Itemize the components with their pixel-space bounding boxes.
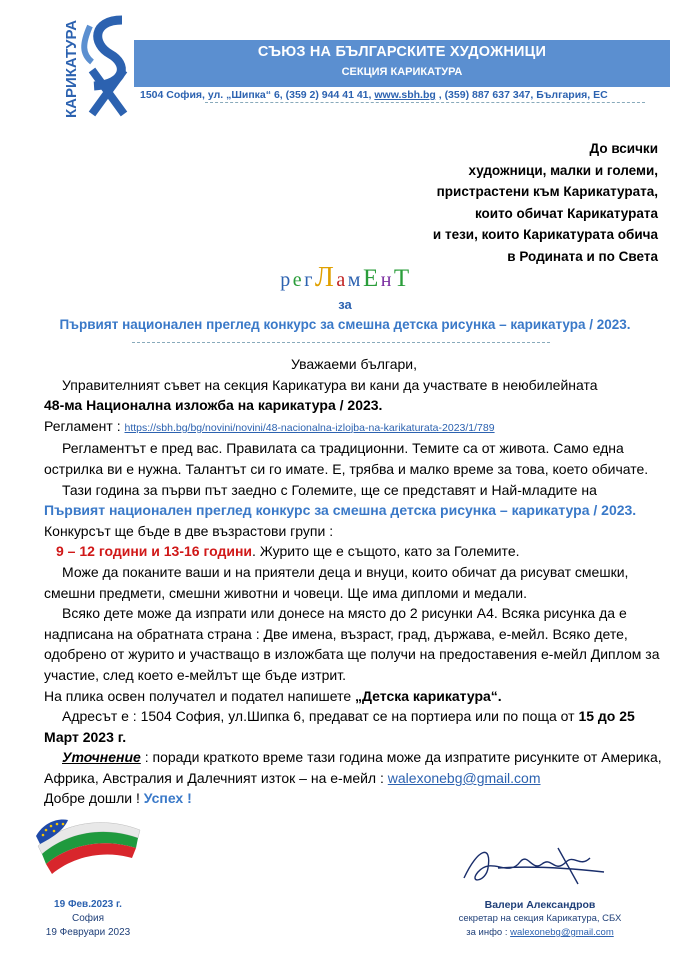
sbh-caricature-logo xyxy=(62,14,134,122)
title-letter: р xyxy=(280,269,291,291)
flag-eu-bulgaria-icon xyxy=(34,816,144,876)
regulation-line xyxy=(44,416,664,439)
greeting-line: и тези, които Карикатурата обича xyxy=(432,227,658,242)
title-letter: а xyxy=(336,269,346,291)
exhibition-name: 48-ма Национална изложба на карикатура / 2023. xyxy=(44,397,383,414)
paragraph-rules: Регламентът е пред вас. Правилата са традиционни. Темите са от живота. Само една острилка ви е нужна. Талантът си го имате. Е, трябва и малко време за това, което обичате. xyxy=(44,440,649,477)
website-link[interactable]: www.sbh.bg xyxy=(374,89,436,101)
title-letter: Т xyxy=(393,265,410,292)
section-name: СЕКЦИЯ КАРИКАТУРА xyxy=(341,66,463,78)
deadline: 15 до 25 Март 2023 г. xyxy=(44,708,635,745)
greeting-line: в Родината и по Света xyxy=(507,248,658,264)
success-text: Успех ! xyxy=(143,790,192,807)
paragraph-groups: Конкурсът ще бъде в две възрастови групи : xyxy=(44,522,334,539)
title-letter: г xyxy=(304,269,313,291)
signer-role: секретар на секция Карикатура, СБХ xyxy=(458,913,622,924)
paragraph-invite: Управителният съвет на секция Карикатура ви кани да участвате в неюбилейната xyxy=(62,376,598,393)
welcome-line xyxy=(44,788,664,809)
signer-name: Валери Александров xyxy=(484,899,596,911)
salutation: Уважаеми българи, xyxy=(291,356,417,372)
paragraph-submission: Всяко дете може да изпрати или донесе на място до 2 рисунки А4. Всяка рисунка да е надписана на обратната страна : Две имена, възраст, град, държава, е-мейл. Всяко дете, одобрено от журито и участващо в изложбата ще получи на предоставения е-мейл Диплом за участие, след което е-мейлът ще бъде изтрит. xyxy=(44,605,660,683)
signer-block xyxy=(420,898,660,940)
address-suffix: , (359) 887 637 347, България, ЕС xyxy=(435,89,608,101)
title-letter: н xyxy=(380,269,392,291)
age-groups: 9 – 12 години и 13-16 години xyxy=(56,543,253,560)
date-full: 19 Февруари 2023 xyxy=(45,927,131,938)
age-groups-line xyxy=(44,541,664,562)
info-email-link[interactable]: walexonebg@gmail.com xyxy=(510,927,614,938)
title-letter: Л xyxy=(314,262,335,293)
clarification-text: : поради краткото време тази година може да изпратите рисунките от Америка, Африка, Австралия и Далечният изток – на е-мейл : xyxy=(44,749,662,786)
letter-body xyxy=(44,354,664,809)
greeting-line: които обичат Карикатурата xyxy=(474,205,658,221)
address-text: Адресът е : 1504 София, ул.Шипка 6, предават се на портиера или по поща от xyxy=(62,708,579,725)
title-letter: Е xyxy=(362,265,379,292)
address-prefix: 1504 София, ул. „Шипка“ 6, (359 2) 944 41 41, xyxy=(140,89,375,101)
paragraph-invite-kids: Може да поканите ваши и на приятели деца и внуци, които обичат да рисуват смешки, смешни предмети, смешни животни и човеци. Ще има дипломи и медали. xyxy=(44,563,629,601)
greeting-line: пристрастени към Карикатурата, xyxy=(436,184,658,199)
email-link[interactable]: walexonebg@gmail.com xyxy=(387,769,541,786)
contact-address xyxy=(140,89,608,101)
date-short: 19 Фев.2023 г. xyxy=(54,899,122,910)
title-letter: е xyxy=(292,269,303,291)
title-for: за xyxy=(338,297,352,312)
greeting-block xyxy=(433,138,658,267)
greeting-line: До всички xyxy=(589,141,658,156)
envelope-text: На плика освен получател и подател напишете xyxy=(44,687,356,704)
header-divider xyxy=(205,102,645,103)
title-divider xyxy=(132,342,550,343)
contest-subtitle: Първият национален преглед конкурс за смешна детска рисунка – карикатура / 2023. xyxy=(59,317,631,332)
address-line xyxy=(44,706,664,747)
signature xyxy=(458,838,608,898)
greeting-line: художници, малки и големи, xyxy=(468,162,658,178)
city: София xyxy=(71,913,104,924)
info-line xyxy=(420,926,660,940)
date-block xyxy=(40,898,136,940)
jury-note: . Журито ще е същото, като за Големите. xyxy=(252,543,520,560)
title-letter: м xyxy=(347,269,361,291)
regulation-label: Регламент : xyxy=(44,417,125,434)
clarification-line xyxy=(44,747,664,788)
org-name: СЪЮЗ НА БЪЛГАРСКИТЕ ХУДОЖНИЦИ xyxy=(257,44,547,60)
logo-vertical-text: КАРИКАТУРА xyxy=(63,19,80,118)
contest-name: Първият национален преглед конкурс за смешна детска рисунка – карикатура / 2023. xyxy=(44,502,637,519)
envelope-line xyxy=(44,686,664,707)
clarification-label: Уточнение xyxy=(62,749,141,766)
info-label: за инфо : xyxy=(466,927,511,938)
envelope-label: „Детска карикатура“. xyxy=(355,687,502,704)
regulation-title xyxy=(0,262,690,294)
welcome-text: Добре дошли ! xyxy=(44,790,144,807)
regulation-link[interactable]: https://sbh.bg/bg/novini/novini/48-nacionalna-izlojba-na-karikaturata-2023/1/789 xyxy=(124,421,495,434)
paragraph-first-time: Тази година за първи път заедно с Големите, ще се представят и Най-младите на xyxy=(62,481,597,498)
